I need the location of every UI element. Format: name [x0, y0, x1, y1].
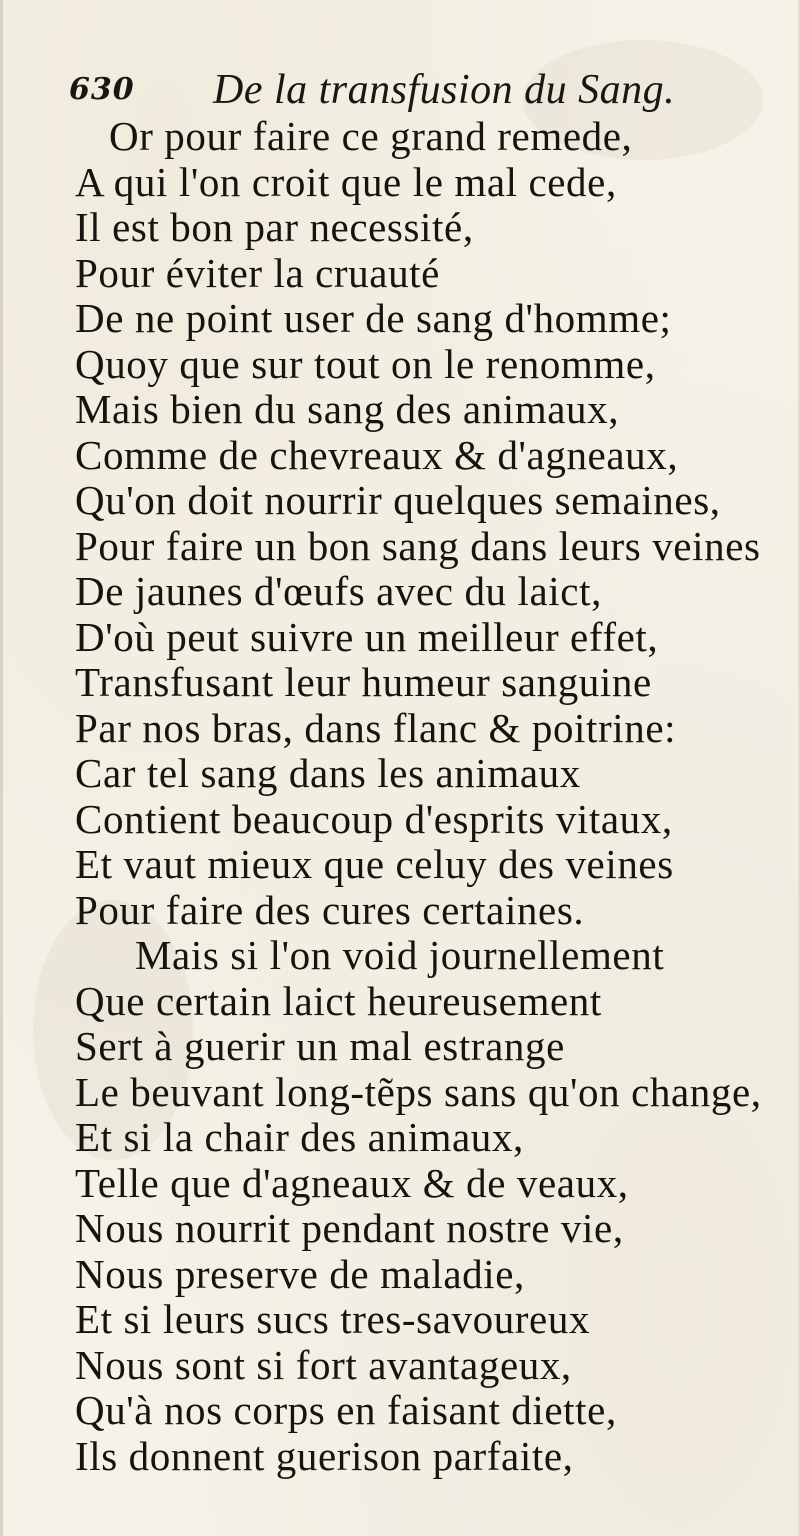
verse-text [75, 114, 775, 1479]
verse-line: Nous preserve de maladie, [75, 1250, 525, 1297]
verse-line: De jaunes d'œufs avec du laict, [75, 568, 602, 614]
verse-line: Telle que d'agneaux & de veaux, [75, 1159, 629, 1206]
verse-line: Le beuvant long-tẽps sans qu'on change, [75, 1068, 762, 1115]
verse-line: Comme de chevreaux & d'agneaux, [75, 431, 679, 478]
verse-line: Par nos bras, dans flanc & poitrine: [75, 704, 677, 751]
verse-line: Pour faire des cures certaines. [75, 886, 585, 933]
verse-line: Il est bon par necessité, [75, 204, 474, 250]
page-number: 630 [69, 72, 135, 107]
verse-line: Car tel sang dans les animaux [75, 750, 581, 796]
verse-line: Et vaut mieux que celuy des veines [75, 841, 674, 887]
verse-line: Mais bien du sang des animaux, [75, 386, 620, 432]
verse-line: A qui l'on croit que le mal cede, [75, 158, 617, 205]
verse-line: D'où peut suivre un meilleur effet, [75, 613, 659, 660]
running-title: De la transfusion du Sang. [213, 67, 676, 113]
verse-line: Que certain laict heureusement [75, 977, 602, 1024]
verse-line: Pour faire un bon sang dans leurs veines [75, 522, 761, 569]
verse-line: Quoy que sur tout on le renomme, [75, 340, 656, 387]
verse-line: Ils donnent guerison parfaite, [75, 1432, 574, 1479]
verse-line: Nous sont si fort avantageux, [75, 1341, 572, 1388]
verse-line: Transfusant leur humeur sanguine [75, 659, 652, 705]
verse-line: Et si leurs sucs tres-savoureux [75, 1296, 591, 1342]
verse-line: Qu'à nos corps en faisant diette, [75, 1387, 617, 1433]
verse-line: Contient beaucoup d'esprits vitaux, [75, 795, 673, 842]
verse-line: De ne point user de sang d'homme; [75, 295, 672, 341]
verse-line: Mais si l'on void journellement [135, 932, 665, 978]
page-header [69, 62, 729, 114]
verse-line: Et si la chair des animaux, [75, 1114, 524, 1160]
verse-line: Qu'on doit nourrir quelques semaines, [75, 477, 721, 523]
verse-line: Or pour faire ce grand remede, [109, 113, 633, 159]
verse-line: Nous nourrit pendant nostre vie, [75, 1205, 624, 1251]
verse-line: Sert à guerir un mal estrange [75, 1023, 565, 1069]
verse-line: Pour éviter la cruauté [75, 249, 440, 296]
